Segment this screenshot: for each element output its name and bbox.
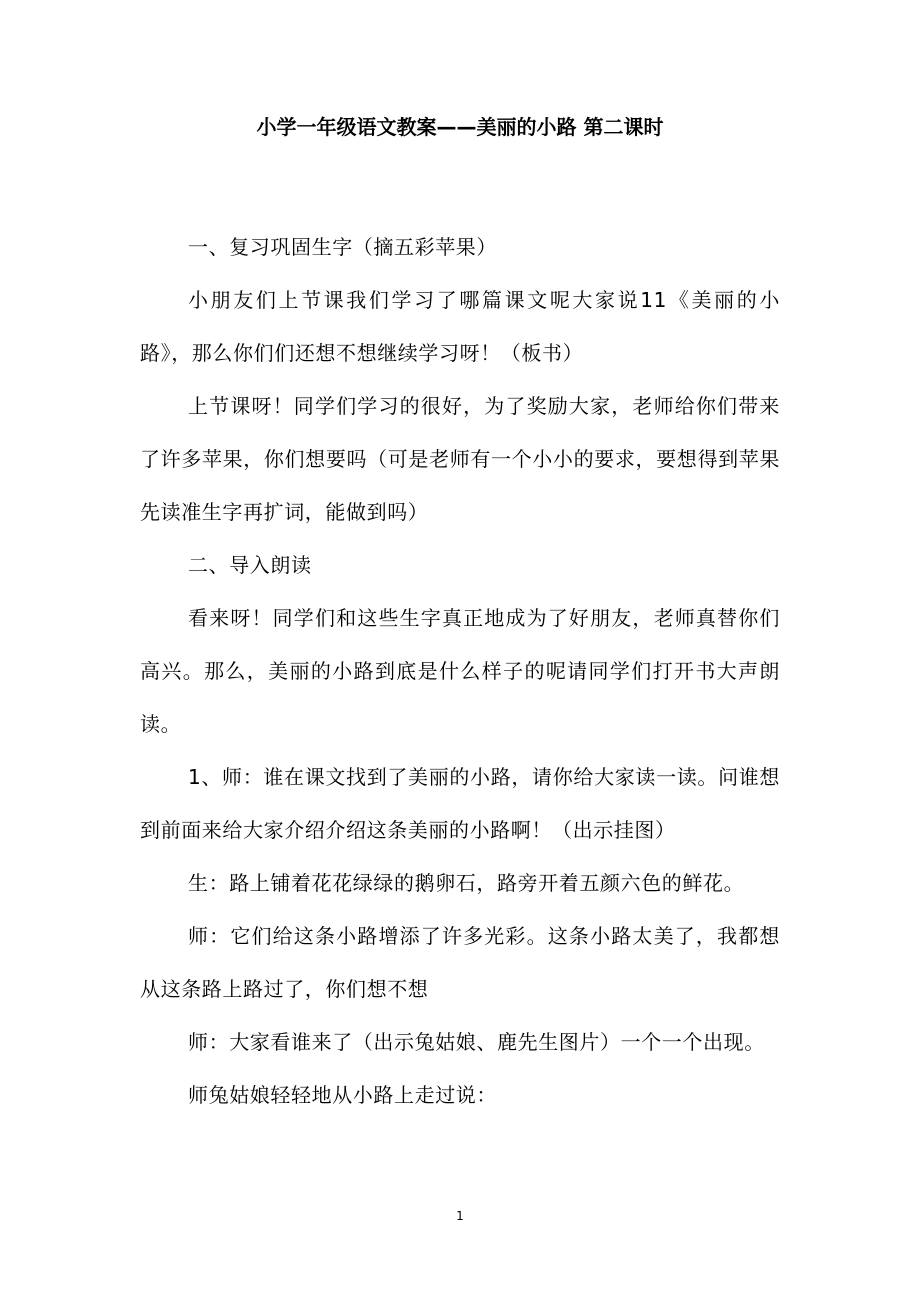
paragraph: 二、导入朗读 xyxy=(188,553,312,577)
document-body xyxy=(140,221,780,1122)
paragraph: 生：路上铺着花花绿绿的鹅卵石，路旁开着五颜六色的鲜花。 xyxy=(188,871,745,895)
paragraph: 师：大家看谁来了（出示兔姑娘、鹿先生图片）一个一个出现。 xyxy=(188,1030,765,1054)
paragraph: 师兔姑娘轻轻地从小路上走过说： xyxy=(188,1083,497,1107)
paragraph: 上节课呀！同学们学习的很好，为了奖励大家，老师给你们带来了许多苹果，你们想要吗（可是老师有一个小小的要求，要想得到苹果先读准生字再扩词，能做到吗） xyxy=(140,394,780,524)
paragraph: 师：它们给这条小路增添了许多光彩。这条小路太美了，我都想从这条路上路过了，你们想不想 xyxy=(140,924,780,1001)
paragraph: 一、复习巩固生字（摘五彩苹果） xyxy=(188,235,497,259)
paragraph: 小朋友们上节课我们学习了哪篇课文呢大家说11《美丽的小路》，那么你们们还想不想继续学习呀！（板书） xyxy=(140,288,780,365)
paragraph: 看来呀！同学们和这些生字真正地成为了好朋友，老师真替你们高兴。那么，美丽的小路到底是什么样子的呢请同学们打开书大声朗读。 xyxy=(140,606,780,736)
paragraph: 1、师：谁在课文找到了美丽的小路，请你给大家读一读。问谁想到前面来给大家介绍介绍这条美丽的小路啊！（出示挂图） xyxy=(140,765,780,842)
document-title: 小学一年级语文教案——美丽的小路 第二课时 xyxy=(256,115,664,139)
page-number: 1 xyxy=(456,1209,464,1223)
